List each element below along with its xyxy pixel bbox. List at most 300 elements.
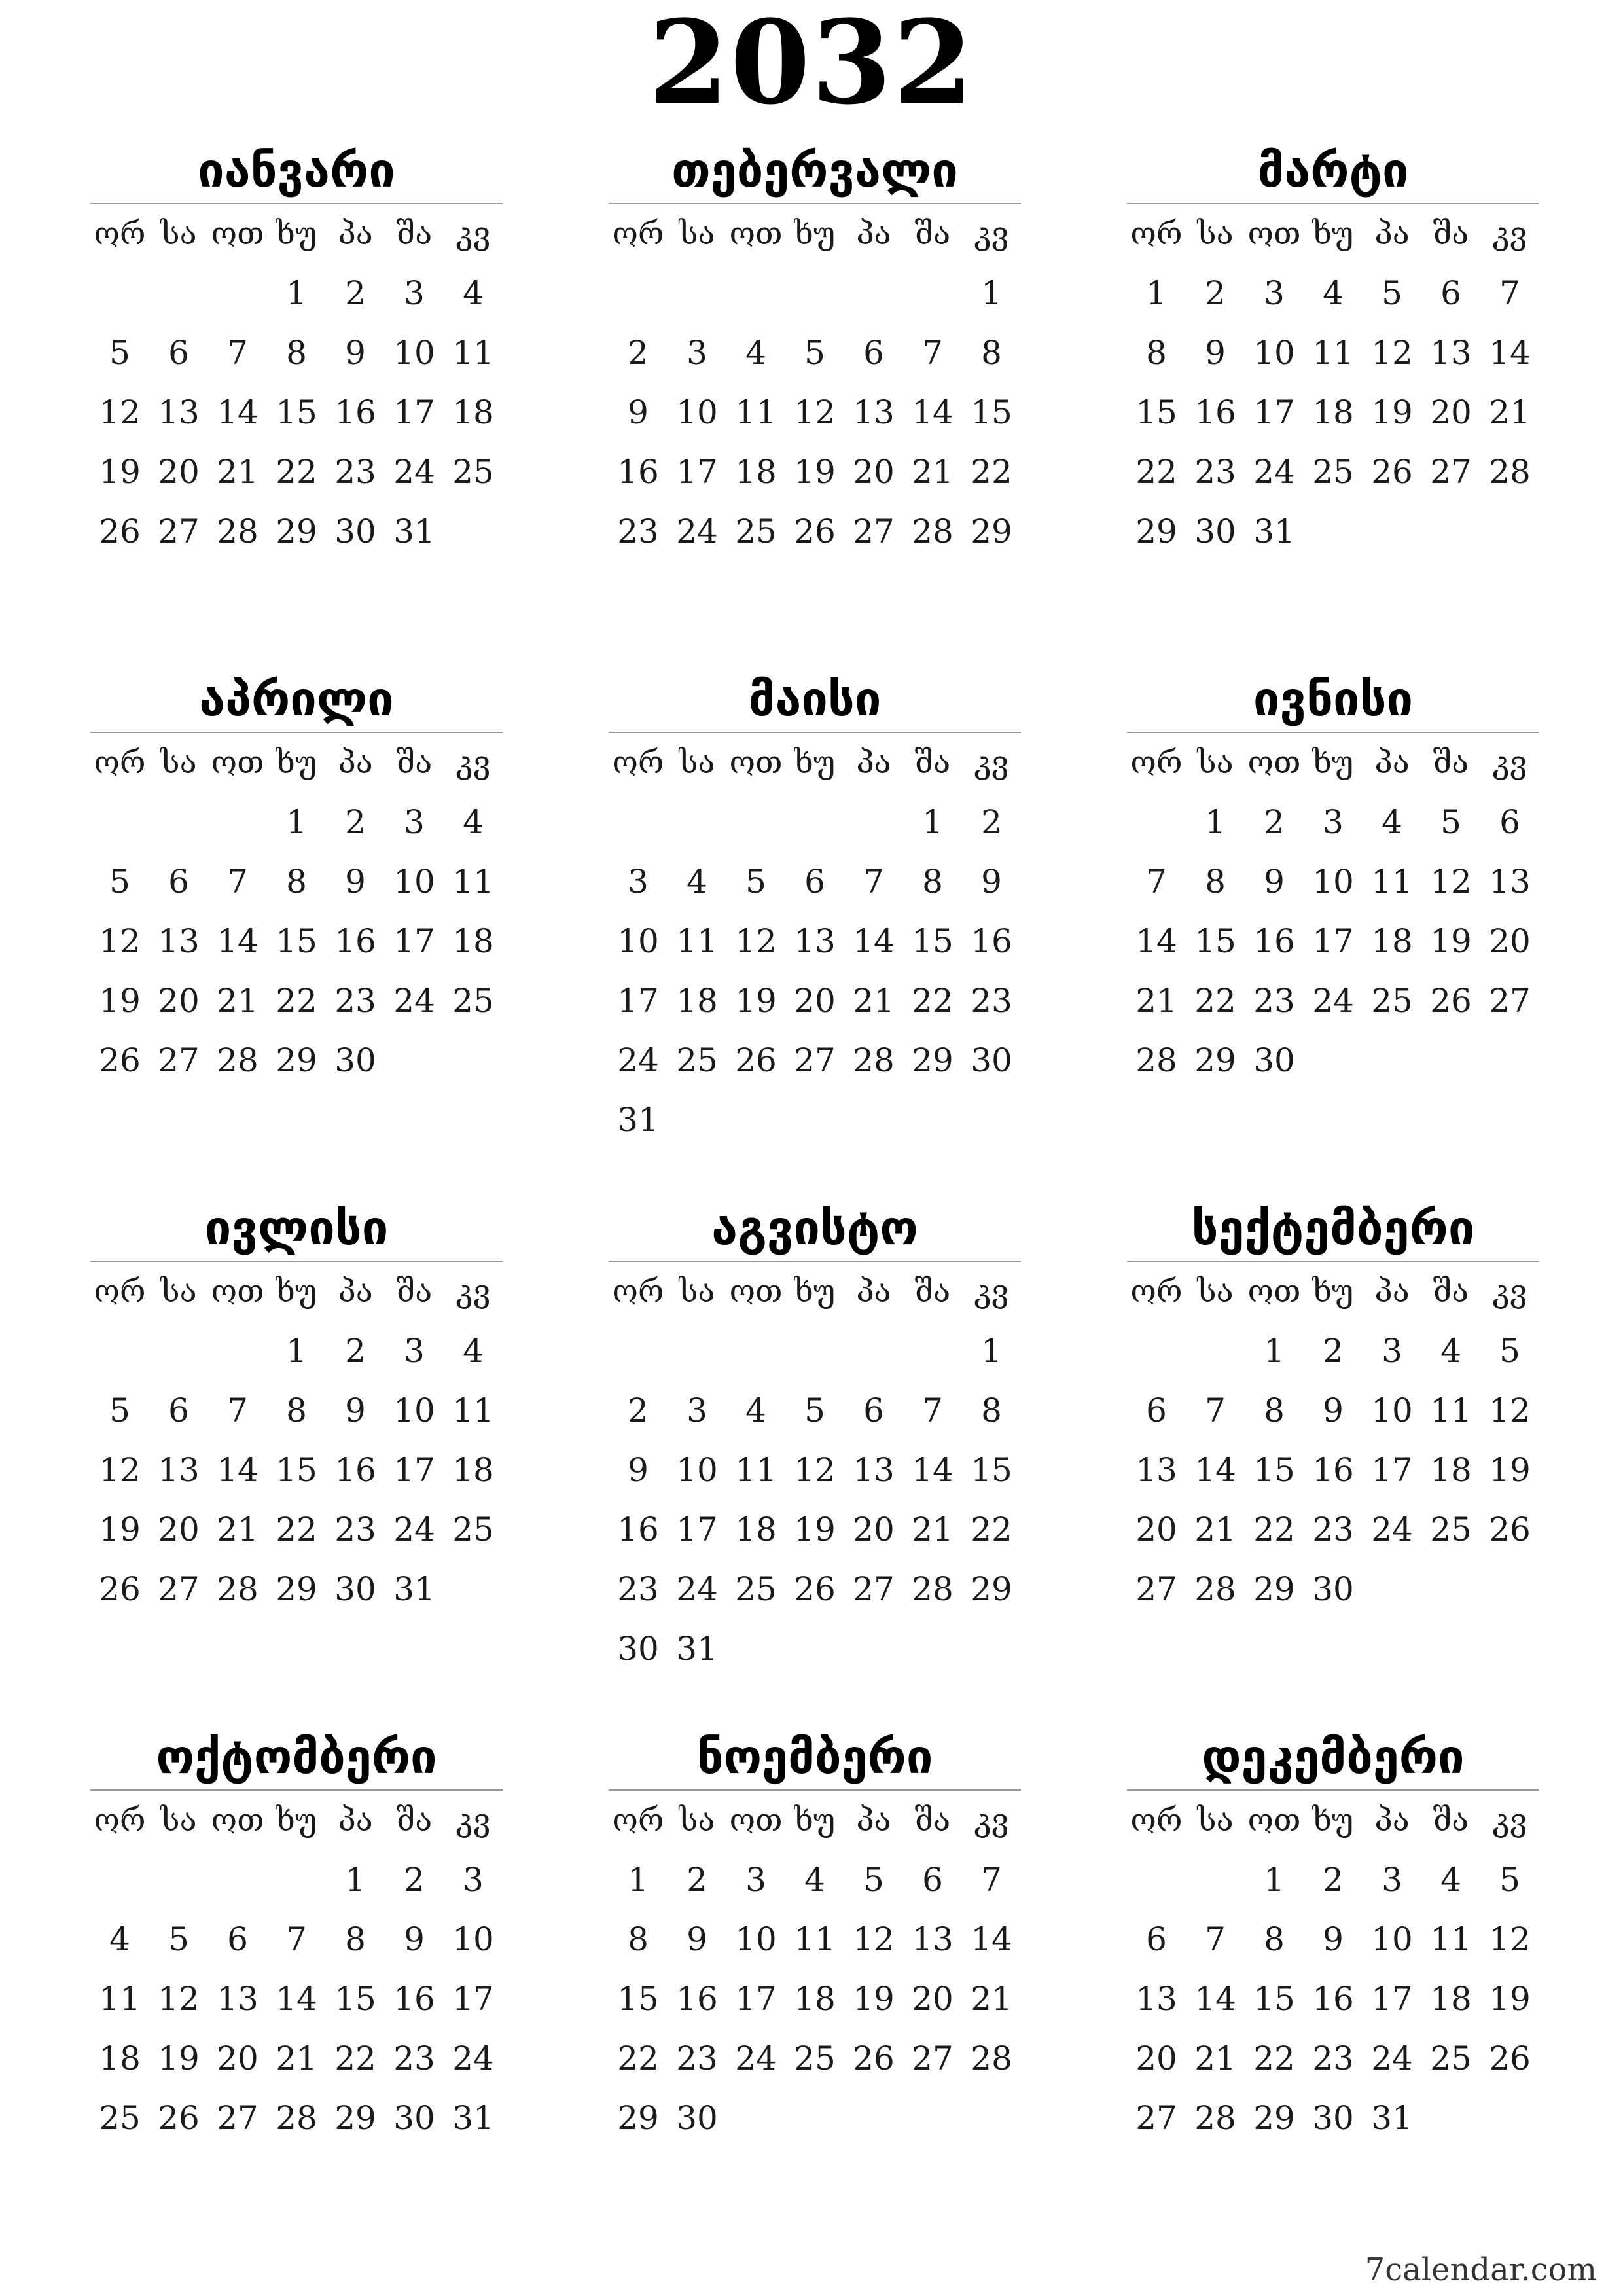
day-cell: 15 xyxy=(276,922,317,960)
day-cell: 1 xyxy=(922,803,943,841)
empty-day xyxy=(149,1850,208,1910)
weekday-header: ოთ xyxy=(729,1802,783,1839)
day-cell: 22 xyxy=(912,982,954,1020)
day-cell: 16 xyxy=(1253,922,1295,960)
day-cell: 25 xyxy=(452,982,494,1020)
month-days xyxy=(1127,1262,1539,1619)
day-cell: 2 xyxy=(1323,1861,1344,1899)
day-cell: 25 xyxy=(676,1041,718,1079)
weekday-header: შა xyxy=(1433,744,1469,781)
empty-day xyxy=(208,793,267,852)
day-cell: 12 xyxy=(99,393,141,431)
day-cell: 16 xyxy=(334,393,376,431)
day-cell: 29 xyxy=(971,1570,1012,1608)
weekday-header: შა xyxy=(914,744,951,781)
day-cell: 24 xyxy=(452,2039,494,2077)
day-cell: 31 xyxy=(452,2099,494,2137)
empty-day xyxy=(90,1321,149,1381)
day-cell: 7 xyxy=(922,334,943,372)
day-cell: 20 xyxy=(1430,393,1472,431)
day-cell: 20 xyxy=(853,453,895,491)
day-cell: 22 xyxy=(276,982,317,1020)
day-cell: 13 xyxy=(912,1920,954,1958)
empty-day xyxy=(208,1850,267,1910)
day-cell: 28 xyxy=(1194,1570,1236,1608)
month-block xyxy=(90,137,503,562)
month-block xyxy=(609,1195,1021,1679)
weekday-header: სა xyxy=(160,1802,197,1839)
day-cell: 20 xyxy=(158,453,200,491)
day-cell: 26 xyxy=(1371,453,1413,491)
day-cell: 6 xyxy=(168,863,189,901)
weekday-header: ოთ xyxy=(729,1273,783,1310)
day-cell: 4 xyxy=(687,863,707,901)
day-cell: 5 xyxy=(168,1920,189,1958)
month-name: ივლისი xyxy=(204,1200,389,1255)
day-cell: 16 xyxy=(334,1451,376,1489)
weekday-header: პა xyxy=(1374,744,1410,781)
weekday-header: კვ xyxy=(455,1802,491,1839)
weekday-header: სა xyxy=(1197,1802,1234,1839)
day-cell: 2 xyxy=(345,803,366,841)
day-cell: 3 xyxy=(463,1861,484,1899)
month-block xyxy=(1127,1195,1539,1619)
day-cell: 15 xyxy=(1194,922,1236,960)
day-cell: 28 xyxy=(276,2099,317,2137)
day-cell: 30 xyxy=(1194,512,1236,550)
weekday-header: სა xyxy=(1197,215,1234,252)
day-cell: 26 xyxy=(1430,982,1472,1020)
day-cell: 26 xyxy=(794,512,836,550)
day-cell: 24 xyxy=(393,982,435,1020)
day-cell: 11 xyxy=(452,863,494,901)
day-cell: 19 xyxy=(853,1980,895,2018)
day-cell: 5 xyxy=(109,863,130,901)
weekday-header: ოთ xyxy=(729,744,783,781)
weekday-header: ხუ xyxy=(1312,215,1354,252)
day-cell: 13 xyxy=(158,922,200,960)
day-cell: 13 xyxy=(1489,863,1531,901)
day-cell: 30 xyxy=(334,1570,376,1608)
day-cell: 22 xyxy=(334,2039,376,2077)
empty-day xyxy=(726,264,785,323)
month-name: სექტემბერი xyxy=(1191,1200,1475,1255)
day-cell: 29 xyxy=(334,2099,376,2137)
day-cell: 26 xyxy=(853,2039,895,2077)
weekday-header: პა xyxy=(1374,215,1410,252)
day-cell: 6 xyxy=(804,863,825,901)
day-cell: 11 xyxy=(1312,334,1354,372)
day-cell: 31 xyxy=(1253,512,1295,550)
empty-day xyxy=(1127,793,1186,852)
day-cell: 1 xyxy=(628,1861,649,1899)
empty-day xyxy=(844,264,903,323)
day-cell: 31 xyxy=(393,1570,435,1608)
day-cell: 26 xyxy=(99,1041,141,1079)
day-cell: 12 xyxy=(1430,863,1472,901)
day-cell: 20 xyxy=(1135,2039,1177,2077)
day-cell: 14 xyxy=(217,393,259,431)
day-cell: 17 xyxy=(1371,1980,1413,2018)
day-cell: 12 xyxy=(853,1920,895,1958)
day-cell: 29 xyxy=(912,1041,954,1079)
day-cell: 9 xyxy=(404,1920,425,1958)
day-cell: 22 xyxy=(1253,1511,1295,1549)
day-cell: 11 xyxy=(676,922,718,960)
day-cell: 2 xyxy=(1323,1332,1344,1370)
day-cell: 19 xyxy=(794,453,836,491)
day-cell: 17 xyxy=(617,982,659,1020)
day-cell: 17 xyxy=(393,1451,435,1489)
day-cell: 22 xyxy=(1194,982,1236,1020)
day-cell: 6 xyxy=(227,1920,248,1958)
weekday-header: კვ xyxy=(1492,744,1527,781)
day-cell: 6 xyxy=(1499,803,1520,841)
day-cell: 21 xyxy=(276,2039,317,2077)
day-cell: 13 xyxy=(853,393,895,431)
day-cell: 25 xyxy=(794,2039,836,2077)
day-cell: 18 xyxy=(1430,1980,1472,2018)
day-cell: 29 xyxy=(276,1570,317,1608)
day-cell: 4 xyxy=(1382,803,1402,841)
month-name: ნოემბერი xyxy=(696,1729,933,1784)
empty-day xyxy=(208,264,267,323)
day-cell: 28 xyxy=(217,1570,259,1608)
day-cell: 22 xyxy=(276,453,317,491)
weekday-header: კვ xyxy=(455,1273,491,1310)
weekday-header: ოთ xyxy=(211,1273,264,1310)
day-cell: 24 xyxy=(1253,453,1295,491)
day-cell: 25 xyxy=(735,1570,777,1608)
day-cell: 13 xyxy=(1430,334,1472,372)
month-block xyxy=(609,1724,1021,2148)
day-cell: 25 xyxy=(1371,982,1413,1020)
weekday-header: შა xyxy=(396,1802,433,1839)
day-cell: 30 xyxy=(676,2099,718,2137)
day-cell: 7 xyxy=(227,1391,248,1429)
day-cell: 11 xyxy=(1430,1391,1472,1429)
day-cell: 30 xyxy=(393,2099,435,2137)
day-cell: 12 xyxy=(735,922,777,960)
day-cell: 1 xyxy=(286,1332,307,1370)
day-cell: 27 xyxy=(1135,1570,1177,1608)
day-cell: 15 xyxy=(912,922,954,960)
day-cell: 29 xyxy=(1253,2099,1295,2137)
day-cell: 13 xyxy=(1135,1451,1177,1489)
weekday-header: სა xyxy=(679,744,715,781)
day-cell: 10 xyxy=(676,393,718,431)
weekday-header: პა xyxy=(1374,1802,1410,1839)
day-cell: 23 xyxy=(334,982,376,1020)
weekday-header: კვ xyxy=(455,744,491,781)
day-cell: 18 xyxy=(735,1511,777,1549)
weekday-header: ხუ xyxy=(1312,744,1354,781)
day-cell: 7 xyxy=(922,1391,943,1429)
day-cell: 30 xyxy=(971,1041,1012,1079)
day-cell: 3 xyxy=(687,334,707,372)
day-cell: 28 xyxy=(853,1041,895,1079)
day-cell: 3 xyxy=(1264,274,1285,312)
day-cell: 27 xyxy=(158,1041,200,1079)
day-cell: 16 xyxy=(617,453,659,491)
month-block xyxy=(90,666,503,1090)
month-block xyxy=(1127,666,1539,1090)
day-cell: 3 xyxy=(1382,1861,1402,1899)
empty-day xyxy=(609,264,668,323)
day-cell: 4 xyxy=(745,334,766,372)
weekday-header: შა xyxy=(396,1273,433,1310)
day-cell: 14 xyxy=(971,1920,1012,1958)
day-cell: 10 xyxy=(617,922,659,960)
day-cell: 1 xyxy=(981,274,1002,312)
weekday-header: ორ xyxy=(612,1802,664,1839)
weekday-header: ხუ xyxy=(276,744,317,781)
empty-day xyxy=(785,1321,844,1381)
day-cell: 4 xyxy=(463,274,484,312)
weekday-header: კვ xyxy=(974,1802,1009,1839)
day-cell: 28 xyxy=(912,512,954,550)
day-cell: 12 xyxy=(1489,1920,1531,1958)
day-cell: 7 xyxy=(227,334,248,372)
empty-day xyxy=(149,1321,208,1381)
day-cell: 30 xyxy=(334,1041,376,1079)
weekday-header: პა xyxy=(338,215,373,252)
day-cell: 29 xyxy=(276,1041,317,1079)
weekday-header: შა xyxy=(396,215,433,252)
day-cell: 13 xyxy=(794,922,836,960)
day-cell: 7 xyxy=(286,1920,307,1958)
day-cell: 2 xyxy=(345,274,366,312)
weekday-header: შა xyxy=(914,1273,951,1310)
day-cell: 14 xyxy=(217,922,259,960)
day-cell: 2 xyxy=(404,1861,425,1899)
empty-day xyxy=(668,264,726,323)
day-cell: 23 xyxy=(617,512,659,550)
day-cell: 19 xyxy=(794,1511,836,1549)
month-days xyxy=(609,733,1021,1150)
day-cell: 12 xyxy=(794,1451,836,1489)
day-cell: 2 xyxy=(981,803,1002,841)
day-cell: 5 xyxy=(804,1391,825,1429)
day-cell: 4 xyxy=(1440,1332,1461,1370)
day-cell: 10 xyxy=(1312,863,1354,901)
day-cell: 13 xyxy=(1135,1980,1177,2018)
weekday-header: სა xyxy=(679,1273,715,1310)
day-cell: 23 xyxy=(971,982,1012,1020)
day-cell: 30 xyxy=(1312,2099,1354,2137)
weekday-header: პა xyxy=(856,1802,891,1839)
day-cell: 13 xyxy=(158,393,200,431)
weekday-header: ოთ xyxy=(211,744,264,781)
day-cell: 30 xyxy=(1253,1041,1295,1079)
day-cell: 7 xyxy=(227,863,248,901)
day-cell: 25 xyxy=(452,453,494,491)
day-cell: 1 xyxy=(981,1332,1002,1370)
day-cell: 15 xyxy=(276,393,317,431)
day-cell: 26 xyxy=(99,1570,141,1608)
weekday-header: ოთ xyxy=(1247,744,1301,781)
day-cell: 14 xyxy=(276,1980,317,2018)
day-cell: 24 xyxy=(676,512,718,550)
day-cell: 24 xyxy=(393,1511,435,1549)
weekday-header: ორ xyxy=(94,1802,146,1839)
weekday-header: ხუ xyxy=(1312,1273,1354,1310)
day-cell: 28 xyxy=(912,1570,954,1608)
weekday-header: პა xyxy=(338,1273,373,1310)
day-cell: 19 xyxy=(1371,393,1413,431)
weekday-header: შა xyxy=(1433,1273,1469,1310)
empty-day xyxy=(1186,1321,1245,1381)
day-cell: 3 xyxy=(404,803,425,841)
day-cell: 3 xyxy=(628,863,649,901)
empty-day xyxy=(90,793,149,852)
empty-day xyxy=(208,1321,267,1381)
day-cell: 23 xyxy=(393,2039,435,2077)
empty-day xyxy=(785,793,844,852)
weekday-header: პა xyxy=(338,1802,373,1839)
day-cell: 9 xyxy=(1323,1920,1344,1958)
empty-day xyxy=(668,793,726,852)
day-cell: 9 xyxy=(981,863,1002,901)
day-cell: 4 xyxy=(804,1861,825,1899)
day-cell: 19 xyxy=(1430,922,1472,960)
day-cell: 8 xyxy=(1264,1920,1285,1958)
day-cell: 26 xyxy=(1489,2039,1531,2077)
day-cell: 9 xyxy=(345,863,366,901)
day-cell: 8 xyxy=(981,334,1002,372)
weekday-header: ოთ xyxy=(211,215,264,252)
month-block xyxy=(609,666,1021,1150)
day-cell: 25 xyxy=(1312,453,1354,491)
day-cell: 4 xyxy=(1323,274,1344,312)
day-cell: 27 xyxy=(158,512,200,550)
day-cell: 9 xyxy=(687,1920,707,1958)
day-cell: 9 xyxy=(1264,863,1285,901)
day-cell: 23 xyxy=(1312,2039,1354,2077)
day-cell: 14 xyxy=(217,1451,259,1489)
day-cell: 8 xyxy=(286,1391,307,1429)
month-days xyxy=(90,204,503,562)
day-cell: 3 xyxy=(404,1332,425,1370)
day-cell: 1 xyxy=(1146,274,1167,312)
day-cell: 6 xyxy=(863,334,884,372)
day-cell: 19 xyxy=(1489,1451,1531,1489)
day-cell: 8 xyxy=(286,334,307,372)
day-cell: 20 xyxy=(853,1511,895,1549)
weekday-header: კვ xyxy=(974,215,1009,252)
day-cell: 30 xyxy=(617,1630,659,1668)
weekday-header: კვ xyxy=(974,744,1009,781)
weekday-header: ორ xyxy=(1130,1273,1183,1310)
day-cell: 15 xyxy=(971,1451,1012,1489)
weekday-header: ხუ xyxy=(794,215,836,252)
day-cell: 17 xyxy=(1312,922,1354,960)
day-cell: 27 xyxy=(1430,453,1472,491)
day-cell: 21 xyxy=(217,1511,259,1549)
day-cell: 28 xyxy=(217,1041,259,1079)
day-cell: 1 xyxy=(1205,803,1226,841)
day-cell: 10 xyxy=(676,1451,718,1489)
day-cell: 11 xyxy=(735,393,777,431)
weekday-header: კვ xyxy=(1492,215,1527,252)
day-cell: 6 xyxy=(168,334,189,372)
day-cell: 25 xyxy=(735,512,777,550)
day-cell: 18 xyxy=(1430,1451,1472,1489)
day-cell: 29 xyxy=(617,2099,659,2137)
day-cell: 15 xyxy=(1253,1451,1295,1489)
month-days xyxy=(609,1791,1021,2148)
day-cell: 17 xyxy=(393,922,435,960)
day-cell: 5 xyxy=(863,1861,884,1899)
weekday-header: ორ xyxy=(1130,1802,1183,1839)
day-cell: 20 xyxy=(912,1980,954,2018)
day-cell: 16 xyxy=(676,1980,718,2018)
empty-day xyxy=(1127,1321,1186,1381)
day-cell: 11 xyxy=(99,1980,141,2018)
day-cell: 21 xyxy=(971,1980,1012,2018)
day-cell: 6 xyxy=(168,1391,189,1429)
day-cell: 16 xyxy=(393,1980,435,2018)
day-cell: 24 xyxy=(1371,1511,1413,1549)
day-cell: 20 xyxy=(794,982,836,1020)
month-block xyxy=(609,137,1021,562)
day-cell: 2 xyxy=(628,1391,649,1429)
day-cell: 3 xyxy=(745,1861,766,1899)
weekday-header: კვ xyxy=(455,215,491,252)
day-cell: 16 xyxy=(334,922,376,960)
day-cell: 12 xyxy=(99,1451,141,1489)
day-cell: 15 xyxy=(617,1980,659,2018)
day-cell: 14 xyxy=(1194,1451,1236,1489)
year-title: 2032 xyxy=(649,0,974,130)
empty-day xyxy=(1127,1850,1186,1910)
day-cell: 2 xyxy=(628,334,649,372)
day-cell: 23 xyxy=(1312,1511,1354,1549)
day-cell: 13 xyxy=(158,1451,200,1489)
day-cell: 25 xyxy=(452,1511,494,1549)
day-cell: 17 xyxy=(1253,393,1295,431)
weekday-header: შა xyxy=(914,215,951,252)
month-name: მარტი xyxy=(1257,143,1409,198)
day-cell: 18 xyxy=(1312,393,1354,431)
day-cell: 7 xyxy=(1205,1920,1226,1958)
day-cell: 18 xyxy=(99,2039,141,2077)
day-cell: 15 xyxy=(1135,393,1177,431)
day-cell: 10 xyxy=(452,1920,494,1958)
empty-day xyxy=(903,1321,962,1381)
day-cell: 22 xyxy=(276,1511,317,1549)
day-cell: 8 xyxy=(345,1920,366,1958)
day-cell: 19 xyxy=(99,453,141,491)
month-days xyxy=(90,1791,503,2148)
day-cell: 8 xyxy=(922,863,943,901)
empty-day xyxy=(609,1321,668,1381)
weekday-header: პა xyxy=(1374,1273,1410,1310)
day-cell: 18 xyxy=(452,922,494,960)
month-days xyxy=(609,204,1021,562)
day-cell: 25 xyxy=(1430,2039,1472,2077)
weekday-header: ოთ xyxy=(1247,215,1301,252)
month-name: აგვისტო xyxy=(711,1200,918,1255)
weekday-header: ორ xyxy=(94,744,146,781)
day-cell: 24 xyxy=(676,1570,718,1608)
day-cell: 16 xyxy=(1312,1980,1354,2018)
day-cell: 26 xyxy=(735,1041,777,1079)
day-cell: 7 xyxy=(863,863,884,901)
day-cell: 21 xyxy=(217,453,259,491)
day-cell: 4 xyxy=(745,1391,766,1429)
weekday-header: ორ xyxy=(1130,744,1183,781)
